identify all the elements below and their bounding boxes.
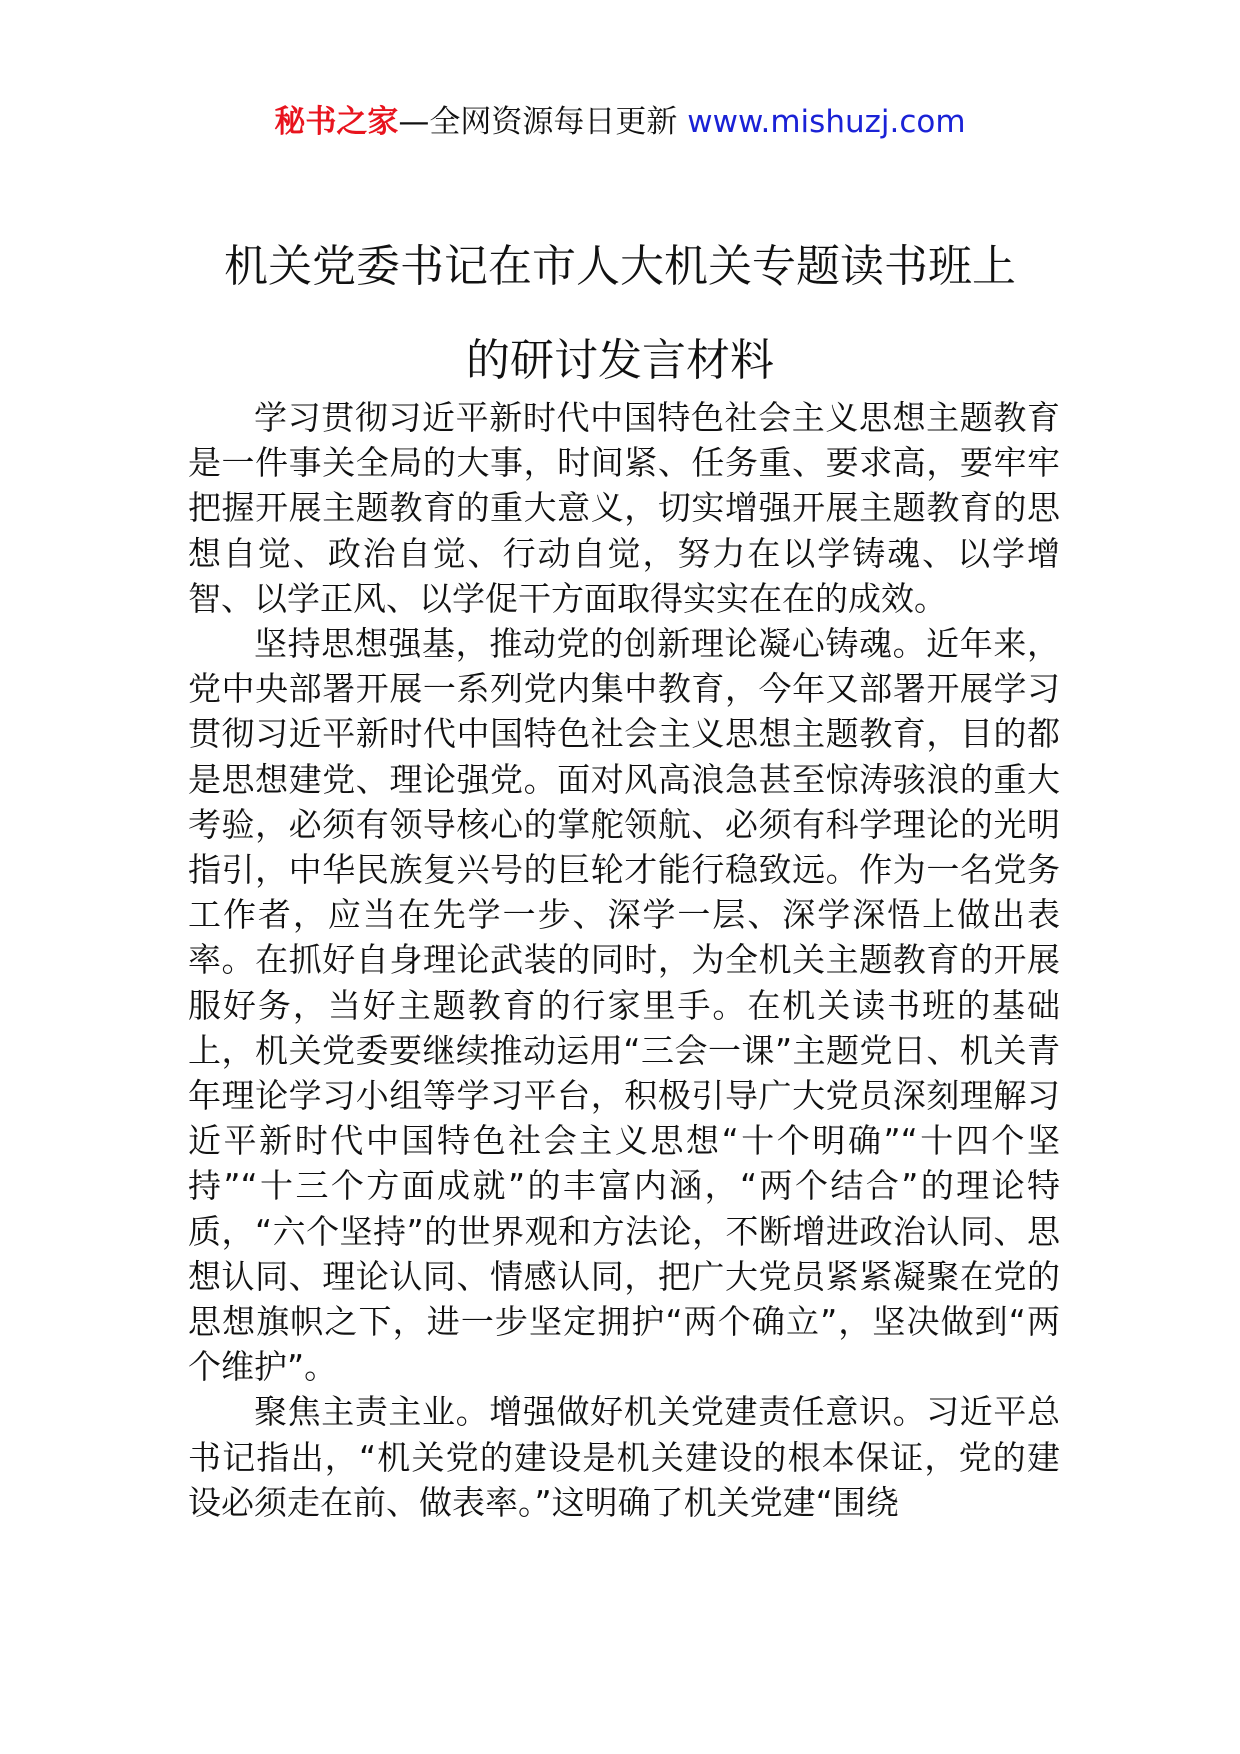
body-paragraph-2: 坚持思想强基，推动党的创新理论凝心铸魂。近年来，党中央部署开展一系列党内集中教育，今年又部署开展学习贯彻习近平新时代中国特色社会主义思想主题教育，目的都是思想建党、理论强党。面对风高浪急甚至惊涛骇浪的重大考验，必须有领导核心的掌舵领航、必须有科学理论的光明指引，中华民族复兴号的巨轮才能行稳致远。作为一名党务工作者，应当在先学一步、深学一层、深学深悟上做出表率。在抓好自身理论武装的同时，为全机关主题教育的开展服好务，当好主题教育的行家里手。在机关读书班的基础上，机关党委要继续推动运用“三会一课”主题党日、机关青年理论学习小组等学习平台，积极引导广大党员深刻理解习近平新时代中国特色社会主义思想“十个明确”“十四个坚持”“十三个方面成就”的丰富内涵，“两个结合”的理论特质，“六个坚持”的世界观和方法论，不断增进政治认同、思想认同、理论认同、情感认同，把广大党员紧紧凝聚在党的思想旗帜之下，进一步坚定拥护“两个确立”，坚决做到“两个维护”。 — [188, 624, 1060, 1387]
brand-name: 秘书之家 — [274, 104, 399, 140]
document-title — [150, 220, 1090, 408]
title-line-2: 的研讨发言材料 — [466, 335, 774, 386]
document-body — [188, 395, 1060, 1525]
site-header — [0, 100, 1240, 144]
website-url[interactable]: www.mishuzj.com — [687, 104, 966, 140]
body-paragraph-3: 聚焦主责主业。增强做好机关党建责任意识。习近平总书记指出，“机关党的建设是机关建设的根本保证，党的建设必须走在前、做表率。”这明确了机关党建“围绕 — [188, 1392, 1060, 1522]
header-tagline: —全网资源每日更新 — [398, 104, 688, 140]
title-line-1: 机关党委书记在市人大机关专题读书班上 — [224, 241, 1016, 292]
body-paragraph-1: 学习贯彻习近平新时代中国特色社会主义思想主题教育是一件事关全局的大事，时间紧、任务重、要求高，要牢牢把握开展主题教育的重大意义，切实增强开展主题教育的思想自觉、政治自觉、行动自觉，努力在以学铸魂、以学增智、以学正风、以学促干方面取得实实在在的成效。 — [188, 398, 1060, 618]
